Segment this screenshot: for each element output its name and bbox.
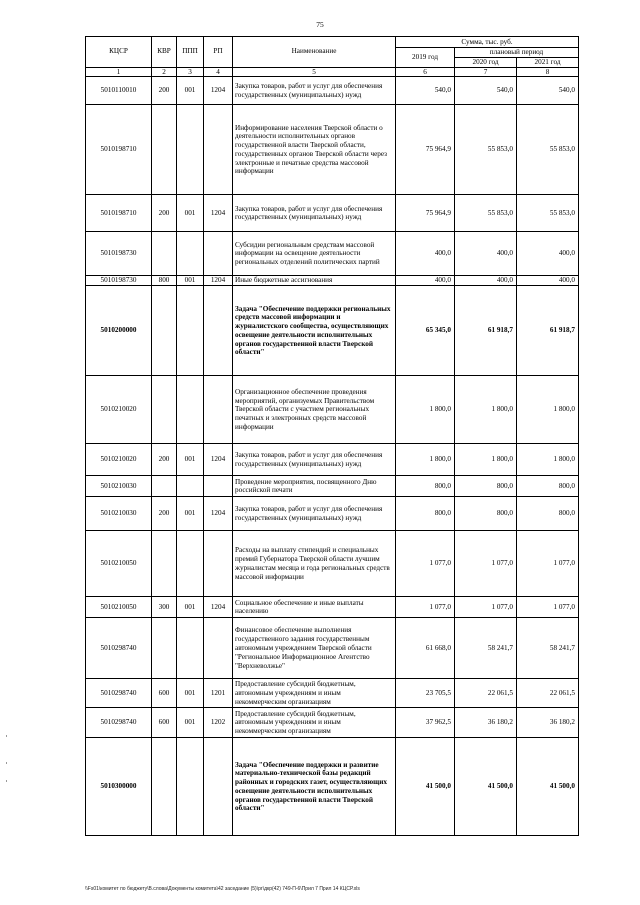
rp-cell <box>204 738 233 836</box>
kcsr-cell: 5010198710 <box>86 195 152 232</box>
ppp-cell <box>177 105 204 195</box>
header-ppp: ППП <box>177 37 204 68</box>
amount-2021-cell: 1 800,0 <box>517 444 579 476</box>
kcsr-cell: 5010198730 <box>86 232 152 276</box>
table-row <box>86 618 579 679</box>
name-cell: Задача "Обеспечение поддержки региональных средств массовой информации и журналистского сообщества, осуществляющих освещение деятельности исполнительных органов государственной власти Тверской области" <box>233 286 396 376</box>
header-year-2019: 2019 год <box>396 48 455 68</box>
header-num: 7 <box>455 67 517 77</box>
budget-table <box>85 36 579 836</box>
ppp-cell <box>177 286 204 376</box>
name-cell: Социальное обеспечение и иные выплаты населению <box>233 597 396 618</box>
kcsr-cell: 5010300000 <box>86 738 152 836</box>
amount-2019-cell: 75 964,9 <box>396 105 455 195</box>
ppp-cell: 001 <box>177 276 204 286</box>
kvr-cell <box>152 232 177 276</box>
amount-2019-cell: 75 964,9 <box>396 195 455 232</box>
amount-2021-cell: 800,0 <box>517 476 579 497</box>
amount-2019-cell: 41 500,0 <box>396 738 455 836</box>
name-cell: Информирование населения Тверской области о деятельности исполнительных органов государственной власти Тверской области, государственных органов Тверской области через электронные и печатные средства массовой информации <box>233 105 396 195</box>
rp-cell: 1204 <box>204 77 233 105</box>
amount-2019-cell: 1 077,0 <box>396 597 455 618</box>
amount-2020-cell: 400,0 <box>455 276 517 286</box>
kvr-cell: 600 <box>152 708 177 738</box>
header-name: Наименование <box>233 37 396 68</box>
kcsr-cell: 5010210030 <box>86 476 152 497</box>
amount-2021-cell: 61 918,7 <box>517 286 579 376</box>
amount-2020-cell: 61 918,7 <box>455 286 517 376</box>
table-row <box>86 597 579 618</box>
amount-2021-cell: 1 077,0 <box>517 597 579 618</box>
amount-2021-cell: 1 800,0 <box>517 376 579 444</box>
name-cell: Расходы на выплату стипендий и специальных премий Губернатора Тверской области лучшим журналистам месяца и года региональных средств массовой информации <box>233 531 396 597</box>
amount-2019-cell: 65 345,0 <box>396 286 455 376</box>
header-planned-period: плановый период <box>455 48 579 58</box>
amount-2019-cell: 37 962,5 <box>396 708 455 738</box>
amount-2021-cell: 800,0 <box>517 497 579 531</box>
amount-2021-cell: 41 500,0 <box>517 738 579 836</box>
amount-2020-cell: 41 500,0 <box>455 738 517 836</box>
rp-cell: 1204 <box>204 497 233 531</box>
rp-cell <box>204 618 233 679</box>
table-row <box>86 232 579 276</box>
table-row <box>86 476 579 497</box>
amount-2020-cell: 1 800,0 <box>455 444 517 476</box>
amount-2021-cell: 1 077,0 <box>517 531 579 597</box>
margin-mark <box>6 780 7 782</box>
table-row <box>86 276 579 286</box>
name-cell: Иные бюджетные ассигнования <box>233 276 396 286</box>
header-num: 3 <box>177 67 204 77</box>
amount-2019-cell: 400,0 <box>396 276 455 286</box>
ppp-cell <box>177 531 204 597</box>
header-year-2020: 2020 год <box>455 57 517 67</box>
table-row <box>86 497 579 531</box>
ppp-cell: 001 <box>177 497 204 531</box>
kcsr-cell: 5010298740 <box>86 708 152 738</box>
kvr-cell <box>152 286 177 376</box>
header-rp: РП <box>204 37 233 68</box>
ppp-cell: 001 <box>177 708 204 738</box>
amount-2020-cell: 800,0 <box>455 497 517 531</box>
rp-cell: 1204 <box>204 597 233 618</box>
header-num: 5 <box>233 67 396 77</box>
kvr-cell <box>152 105 177 195</box>
amount-2021-cell: 540,0 <box>517 77 579 105</box>
kcsr-cell: 5010210050 <box>86 597 152 618</box>
header-sum: Сумма, тыс. руб. <box>396 37 579 48</box>
header-num: 4 <box>204 67 233 77</box>
header-num: 1 <box>86 67 152 77</box>
kvr-cell <box>152 376 177 444</box>
rp-cell: 1201 <box>204 679 233 708</box>
ppp-cell: 001 <box>177 77 204 105</box>
kvr-cell: 200 <box>152 497 177 531</box>
kvr-cell: 200 <box>152 77 177 105</box>
kvr-cell: 200 <box>152 444 177 476</box>
ppp-cell <box>177 376 204 444</box>
ppp-cell: 001 <box>177 444 204 476</box>
kcsr-cell: 5010198710 <box>86 105 152 195</box>
amount-2019-cell: 1 800,0 <box>396 376 455 444</box>
amount-2020-cell: 36 180,2 <box>455 708 517 738</box>
rp-cell <box>204 105 233 195</box>
file-path-footer: \\Fs01\комитет по бюджету\В.слова\Документы комитета\42 заседание (5)\рг\дкр(42) 749-П-6\Прил 7 Прил 14 КЦСР.xls <box>85 886 360 892</box>
amount-2021-cell: 55 853,0 <box>517 105 579 195</box>
kvr-cell <box>152 618 177 679</box>
kcsr-cell: 5010210020 <box>86 376 152 444</box>
amount-2020-cell: 1 077,0 <box>455 531 517 597</box>
amount-2020-cell: 1 800,0 <box>455 376 517 444</box>
amount-2019-cell: 800,0 <box>396 476 455 497</box>
header-kvr: КВР <box>152 37 177 68</box>
rp-cell: 1204 <box>204 195 233 232</box>
header-kcsr: КЦСР <box>86 37 152 68</box>
kvr-cell <box>152 476 177 497</box>
ppp-cell <box>177 738 204 836</box>
name-cell: Задача "Обеспечение поддержки и развитие материально-технической базы редакций районных и городских газет, осуществляющих освещение деятельности исполнительных органов государственной власти Тверской области" <box>233 738 396 836</box>
kvr-cell <box>152 738 177 836</box>
amount-2019-cell: 800,0 <box>396 497 455 531</box>
amount-2020-cell: 58 241,7 <box>455 618 517 679</box>
ppp-cell <box>177 618 204 679</box>
amount-2021-cell: 22 061,5 <box>517 679 579 708</box>
name-cell: Закупка товаров, работ и услуг для обеспечения государственных (муниципальных) нужд <box>233 77 396 105</box>
kcsr-cell: 5010298740 <box>86 679 152 708</box>
name-cell: Финансовое обеспечение выполнения государственного задания государственным автономным учреждением Тверской области "Региональное Информационное Агентство "Верхневолжье" <box>233 618 396 679</box>
amount-2019-cell: 23 705,5 <box>396 679 455 708</box>
amount-2021-cell: 36 180,2 <box>517 708 579 738</box>
task-row <box>86 286 579 376</box>
name-cell: Предоставление субсидий бюджетным, автономным учреждениям и иным некоммерческим организациям <box>233 708 396 738</box>
table-row <box>86 195 579 232</box>
margin-mark <box>6 762 7 764</box>
page-number: 75 <box>316 20 324 29</box>
margin-mark <box>6 735 7 737</box>
name-cell: Субсидии региональным средствам массовой информации на освещение деятельности региональных отделений политических партий <box>233 232 396 276</box>
header-num: 8 <box>517 67 579 77</box>
kvr-cell: 200 <box>152 195 177 232</box>
amount-2021-cell: 400,0 <box>517 276 579 286</box>
rp-cell: 1204 <box>204 444 233 476</box>
table-row <box>86 708 579 738</box>
kvr-cell: 300 <box>152 597 177 618</box>
ppp-cell <box>177 232 204 276</box>
ppp-cell: 001 <box>177 195 204 232</box>
kcsr-cell: 5010210020 <box>86 444 152 476</box>
amount-2019-cell: 400,0 <box>396 232 455 276</box>
table-row <box>86 531 579 597</box>
table-row <box>86 105 579 195</box>
kcsr-cell: 5010210030 <box>86 497 152 531</box>
amount-2019-cell: 1 800,0 <box>396 444 455 476</box>
kcsr-cell: 5010200000 <box>86 286 152 376</box>
rp-cell <box>204 476 233 497</box>
rp-cell: 1202 <box>204 708 233 738</box>
table-row <box>86 679 579 708</box>
task-row <box>86 738 579 836</box>
header-num: 2 <box>152 67 177 77</box>
header-year-2021: 2021 год <box>517 57 579 67</box>
rp-cell <box>204 232 233 276</box>
kvr-cell: 600 <box>152 679 177 708</box>
name-cell: Закупка товаров, работ и услуг для обеспечения государственных (муниципальных) нужд <box>233 195 396 232</box>
amount-2020-cell: 22 061,5 <box>455 679 517 708</box>
amount-2020-cell: 800,0 <box>455 476 517 497</box>
amount-2019-cell: 540,0 <box>396 77 455 105</box>
kcsr-cell: 5010198730 <box>86 276 152 286</box>
amount-2019-cell: 1 077,0 <box>396 531 455 597</box>
name-cell: Организационное обеспечение проведения мероприятий, организуемых Правительством Тверской области с участием региональных печатных и электронных средств массовой информации <box>233 376 396 444</box>
amount-2020-cell: 55 853,0 <box>455 105 517 195</box>
amount-2021-cell: 400,0 <box>517 232 579 276</box>
amount-2020-cell: 1 077,0 <box>455 597 517 618</box>
rp-cell <box>204 286 233 376</box>
header-num: 6 <box>396 67 455 77</box>
ppp-cell: 001 <box>177 597 204 618</box>
kcsr-cell: 5010110010 <box>86 77 152 105</box>
table-row <box>86 77 579 105</box>
table-row <box>86 376 579 444</box>
name-cell: Закупка товаров, работ и услуг для обеспечения государственных (муниципальных) нужд <box>233 497 396 531</box>
rp-cell <box>204 531 233 597</box>
ppp-cell: 001 <box>177 679 204 708</box>
rp-cell <box>204 376 233 444</box>
name-cell: Предоставление субсидий бюджетным, автономным учреждениям и иным некоммерческим организациям <box>233 679 396 708</box>
table-row <box>86 444 579 476</box>
amount-2020-cell: 55 853,0 <box>455 195 517 232</box>
ppp-cell <box>177 476 204 497</box>
amount-2021-cell: 55 853,0 <box>517 195 579 232</box>
amount-2021-cell: 58 241,7 <box>517 618 579 679</box>
kvr-cell: 800 <box>152 276 177 286</box>
amount-2020-cell: 540,0 <box>455 77 517 105</box>
rp-cell: 1204 <box>204 276 233 286</box>
kcsr-cell: 5010210050 <box>86 531 152 597</box>
name-cell: Закупка товаров, работ и услуг для обеспечения государственных (муниципальных) нужд <box>233 444 396 476</box>
amount-2019-cell: 61 668,0 <box>396 618 455 679</box>
kcsr-cell: 5010298740 <box>86 618 152 679</box>
name-cell: Проведение мероприятия, посвященного Дню российской печати <box>233 476 396 497</box>
kvr-cell <box>152 531 177 597</box>
amount-2020-cell: 400,0 <box>455 232 517 276</box>
budget-table-body <box>86 37 579 836</box>
